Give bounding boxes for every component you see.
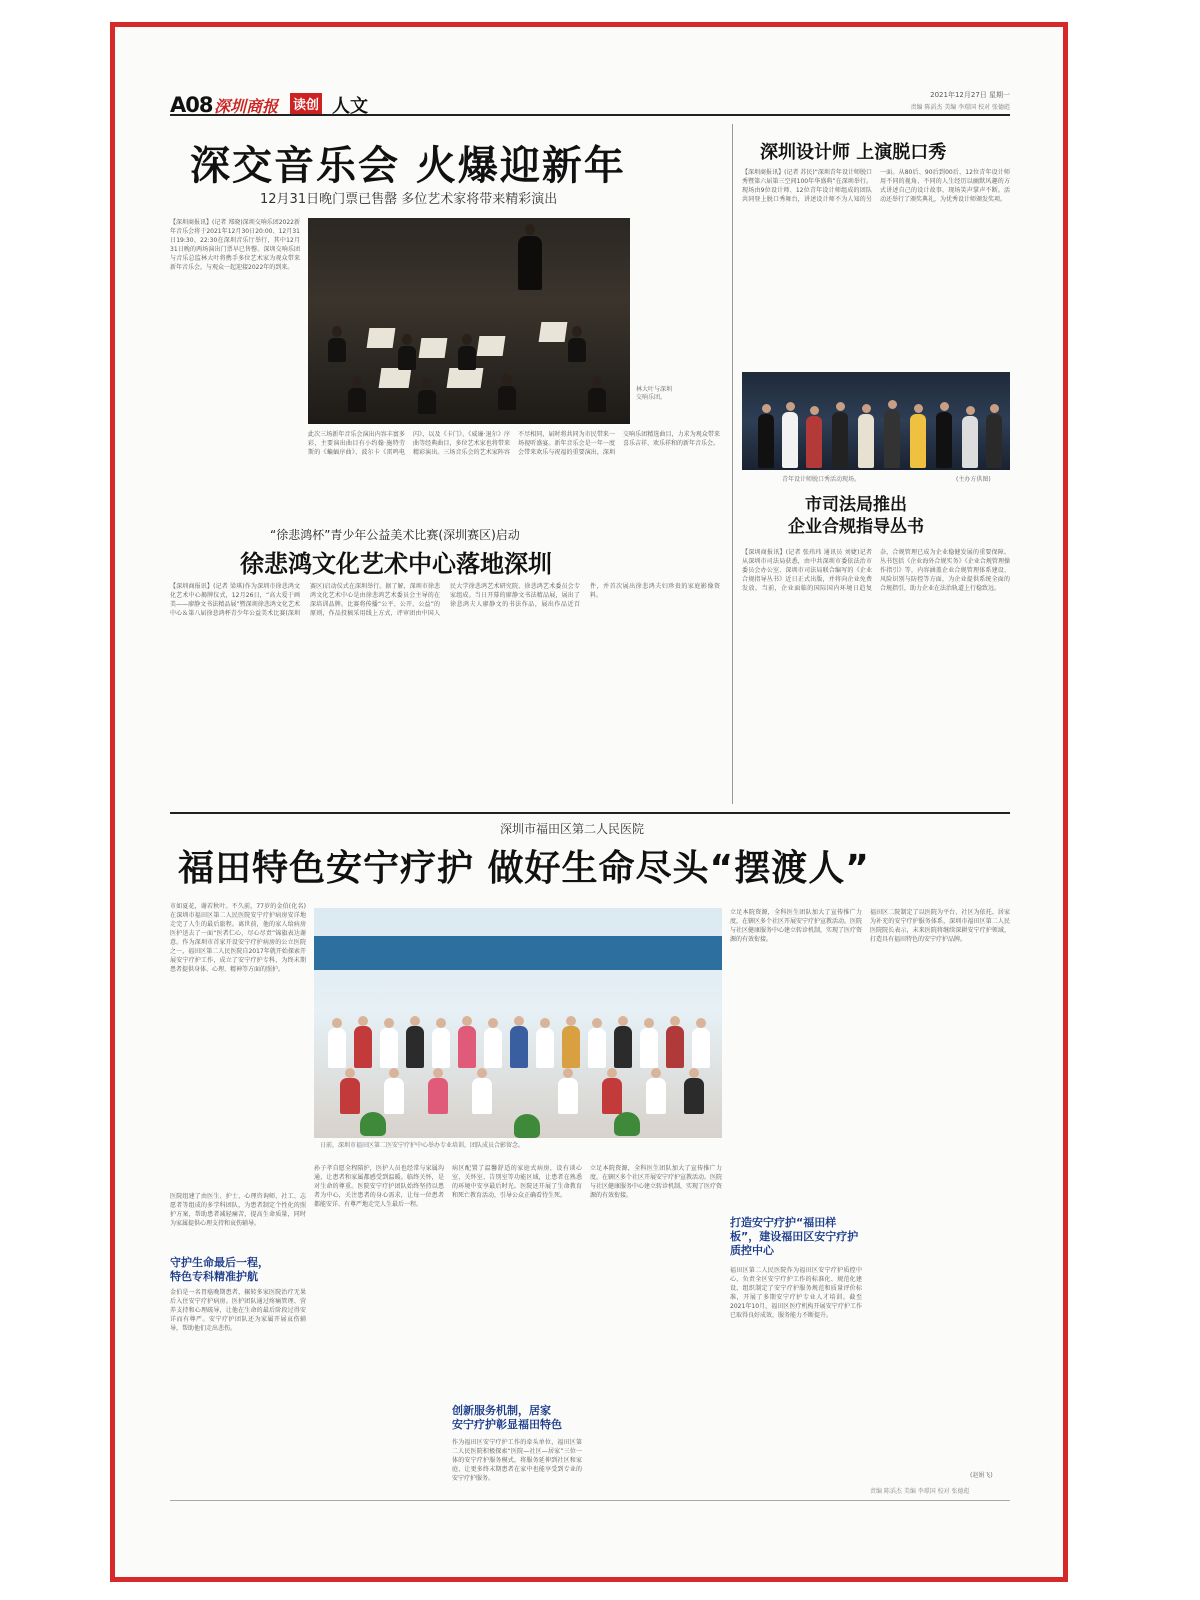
section-title: 人文: [332, 96, 368, 117]
newspaper-page: [170, 82, 1010, 1532]
concert-subtitle: 12月31日晚门票已售罄 多位艺术家将带来精彩演出: [260, 192, 558, 207]
concert-body: 此次三场新年音乐会演出内容丰富多彩，主要演出曲目有小约翰·施特劳斯的《蝙蝠序曲》、波尔卡《雷鸣电闪》，以及《卡门》、《威廉·退尔》序曲等经典曲目，多位艺术家也将带来精彩演出。三场音乐会的艺术家阵容不尽相同，届时将共同为市民带来一场视听盛宴。新年音乐会是一年一度会带来欢乐与祝福的重要演出，深圳交响乐团精选曲目，力求为观众带来喜乐吉祥、欢乐祥和的新年音乐会。: [308, 431, 720, 456]
hospital-body-7: 福田区第二人民医院作为福田区安宁疗护质控中心，负责全区安宁疗护工作的标准化、规范化建设，组织制定了安宁疗护服务规范和质量评价标准，开展了多期安宁疗护专业人才培训。截至2021年10月，福田区医疗机构开展安宁疗护工作已取得良好成效，服务能力不断提升。: [730, 1267, 862, 1319]
concert-photo-caption: 林大叶与深圳交响乐团。: [636, 386, 673, 401]
hospital-body-2: 金伯是一名胃癌晚期患者，辗转多家医院治疗无果后入住安宁疗护病房。医护团队通过疼痛管理、营养支持和心理疏导，让他在生命的最后阶段过得安详而有尊严。安宁疗护团队还为家属开展哀伤辅导，帮助他们走出悲伤。: [170, 1289, 306, 1332]
concert-headline: 深交音乐会 火爆迎新年: [190, 143, 626, 189]
concert-lead: 【深圳商报讯】(记者 郑晓)深圳交响乐团2022新年音乐会将于2021年12月30日20:00、12月31日19:30、22:30在深圳音乐厅举行，其中12月31日晚的两场演出门票早已售罄。深圳交响乐团与音乐总监林大叶将携手多位艺术家为观众带来新年音乐会，与观众一起迎接2022年的到来。: [170, 219, 300, 271]
hospital-photo: [314, 908, 722, 1138]
xubeihong-kicker: “徐悲鸿杯”青少年公益美术比赛(深圳赛区)启动: [270, 528, 520, 542]
footer-editors: 责编 陈滔杰 美编 李璟国 校对 张德彪: [870, 1488, 970, 1495]
designers-photo: [742, 372, 1010, 470]
hospital-author: (赵娟飞): [970, 1472, 993, 1479]
designers-photo-credit: (主办方供图): [956, 476, 991, 483]
hospital-subhead-1: 守护生命最后一程， 特色专科精准护航: [170, 1256, 269, 1283]
hospital-subhead-3: 打造安宁疗护“福田样板”，建设福田区安宁疗护质控中心: [730, 1216, 859, 1257]
hospital-body-4: 病区配置了温馨舒适的家庭式病房，设有谈心室、关怀室、告别室等功能区域，让患者在熟悉的环境中安享最后时光。医院还开展了生命教育和死亡教育活动，引导公众正确看待生死。: [452, 1165, 582, 1199]
xubeihong-body: 【深圳商报讯】(记者 梁琪)作为深圳市徐悲鸿文化艺术中心揭牌仪式，12月26日，“高大爱于画美——廖静文书法精品展”暨深圳徐悲鸿文化艺术中心＆第八届徐悲鸿杯青少年公益美术比赛(深圳赛区)启动仪式在深圳举行。据了解，深圳市徐悲鸿文化艺术中心是由徐悲鸿艺术委员会主导的在深培训品牌。比赛将传播“公平、公开、公益”的原则，作品投稿采用线上方式，评审团由中国人民大学徐悲鸿艺术研究院、徐悲鸿艺术委员会专家组成。当日开幕的廖静文书法精品展，展出了徐悲鸿夫人廖静文的书法作品，展出作品近百件，并首次展出徐悲鸿夫妇珍贵的家庭影像资料。: [170, 583, 720, 617]
hospital-body-3: 孙子孝自愿全程陪护，医护人员也经常与家属沟通，让患者和家属都感受到温暖。临终关怀，是对生命的尊重。医院安宁疗护团队始终坚持以患者为中心，关注患者的身心需求，让每一位患者都能安详、有尊严地走完人生最后一程。: [314, 1165, 444, 1208]
paper-name: 深圳商报: [214, 97, 279, 116]
concert-photo: [308, 218, 630, 424]
court-headline: 市司法局推出 企业合规指导丛书: [788, 495, 924, 537]
page-number: A08: [170, 93, 213, 117]
page-frame: [110, 22, 1068, 1582]
section-rule: [170, 812, 1010, 814]
designers-body: 【深圳商报讯】(记者 苏民)“深圳青年设计师脱口秀暨第六届第三空间100年华盛典”在深圳举行。现场由9位设计师、12位青年设计师组成的团队共同登上脱口秀舞台，讲述设计师不为人知的另一面。从80后、90后到00后，12位青年设计师用不同的视角、不同的人生经历以幽默风趣的方式讲述自己的设计故事，现场笑声掌声不断。活动还举行了颁奖典礼，为优秀设计师颁发奖项。: [742, 169, 1010, 203]
footer-rule: [170, 1500, 1010, 1501]
hospital-photo-caption: 日前，深圳市福田区第二医安宁疗护中心举办专业培训，团队成员合影留念。: [320, 1142, 525, 1149]
hospital-body-6: 立足本院资源，全科医生团队加大了宣传推广力度，在辖区多个社区开展安宁疗护宣教活动。医院与社区健康服务中心建立转诊机制，实现了医疗资源的有效衔接。: [590, 1165, 722, 1199]
hospital-body-8: 福田区二院制定了以医院为平台、社区为依托、居家为补充的安宁疗护服务体系，深圳市福田区第二人民医院院长表示，未来医院将继续深耕安宁疗护领域，打造具有福田特色的安宁疗护品牌。: [870, 909, 1010, 943]
hospital-body-6b: 立足本院资源，全科医生团队加大了宣传推广力度，在辖区多个社区开展安宁疗护宣教活动。医院与社区健康服务中心建立转诊机制，实现了医疗资源的有效衔接。: [730, 909, 862, 943]
hospital-body-5: 作为福田区安宁疗护工作的牵头单位，福田区第二人民医院积极探索“医院—社区—居家”三位一体的安宁疗护服务模式，将服务延伸到社区和家庭，让更多终末期患者在家中也能享受到专业的安宁疗护服务。: [452, 1439, 582, 1482]
hospital-kicker: 深圳市福田区第二人民医院: [500, 822, 645, 836]
column-divider: [732, 124, 733, 804]
xubeihong-headline: 徐悲鸿文化艺术中心落地深圳: [240, 550, 552, 578]
hospital-subhead-2: 创新服务机制，居家 安宁疗护彰显福田特色: [452, 1404, 562, 1431]
designers-photo-caption: 青年设计师脱口秀活动现场。: [782, 476, 861, 483]
paper-tag: 读创: [290, 93, 322, 114]
hospital-headline: 福田特色安宁疗护 做好生命尽头“摆渡人”: [178, 848, 870, 889]
hospital-body-1: 医院组建了由医生、护士、心理咨询师、社工、志愿者等组成的多学科团队，为患者制定个性化的照护方案，帮助患者减轻痛苦，提高生命质量，同时为家属提供心理支持和哀伤辅导。: [170, 1193, 306, 1227]
header-editors: 责编 陈滔杰 美编 李璟国 校对 张德彪: [910, 104, 1010, 111]
page-header: [170, 90, 1010, 116]
hospital-lead: 市如夏花，谢若秋叶。不久前，77岁的金伯(化名)在深圳市福田区第二人民医院安宁疗护病房安详地走完了人生的最后旅程。离世前，他的家人给病房医护送去了一面“医者仁心，尽心尽责”锦旗表达谢意。作为深圳市首家开设安宁疗护病房的公立医院之一，福田区第二人民医院自2017年就开始探索开展安宁疗护工作，成立了安宁疗护专科，为终末期患者提供身体、心理、精神等方面的照护。: [170, 903, 306, 973]
issue-date: 2021年12月27日 星期一: [930, 91, 1010, 99]
court-body: 【深圳商报讯】(记者 张玮玮 通讯员 刘婕)记者从深圳市司法局获悉，由中共深圳市委依法治市委员会办公室、深圳市司法局联合编写的《企业合规指导丛书》近日正式出版，并将向企业免费发放。当前，企业面临的国际国内环境日趋复杂，合规管理已成为企业稳健发展的重要保障。丛书包括《企业海外合规实务》《企业合规管理操作指引》等，内容涵盖企业合规管理体系建设、风险识别与防控等方面，为企业提供系统全面的合规指引，助力企业在法治轨道上行稳致远。: [742, 549, 1010, 592]
designers-headline: 深圳设计师 上演脱口秀: [760, 142, 947, 163]
